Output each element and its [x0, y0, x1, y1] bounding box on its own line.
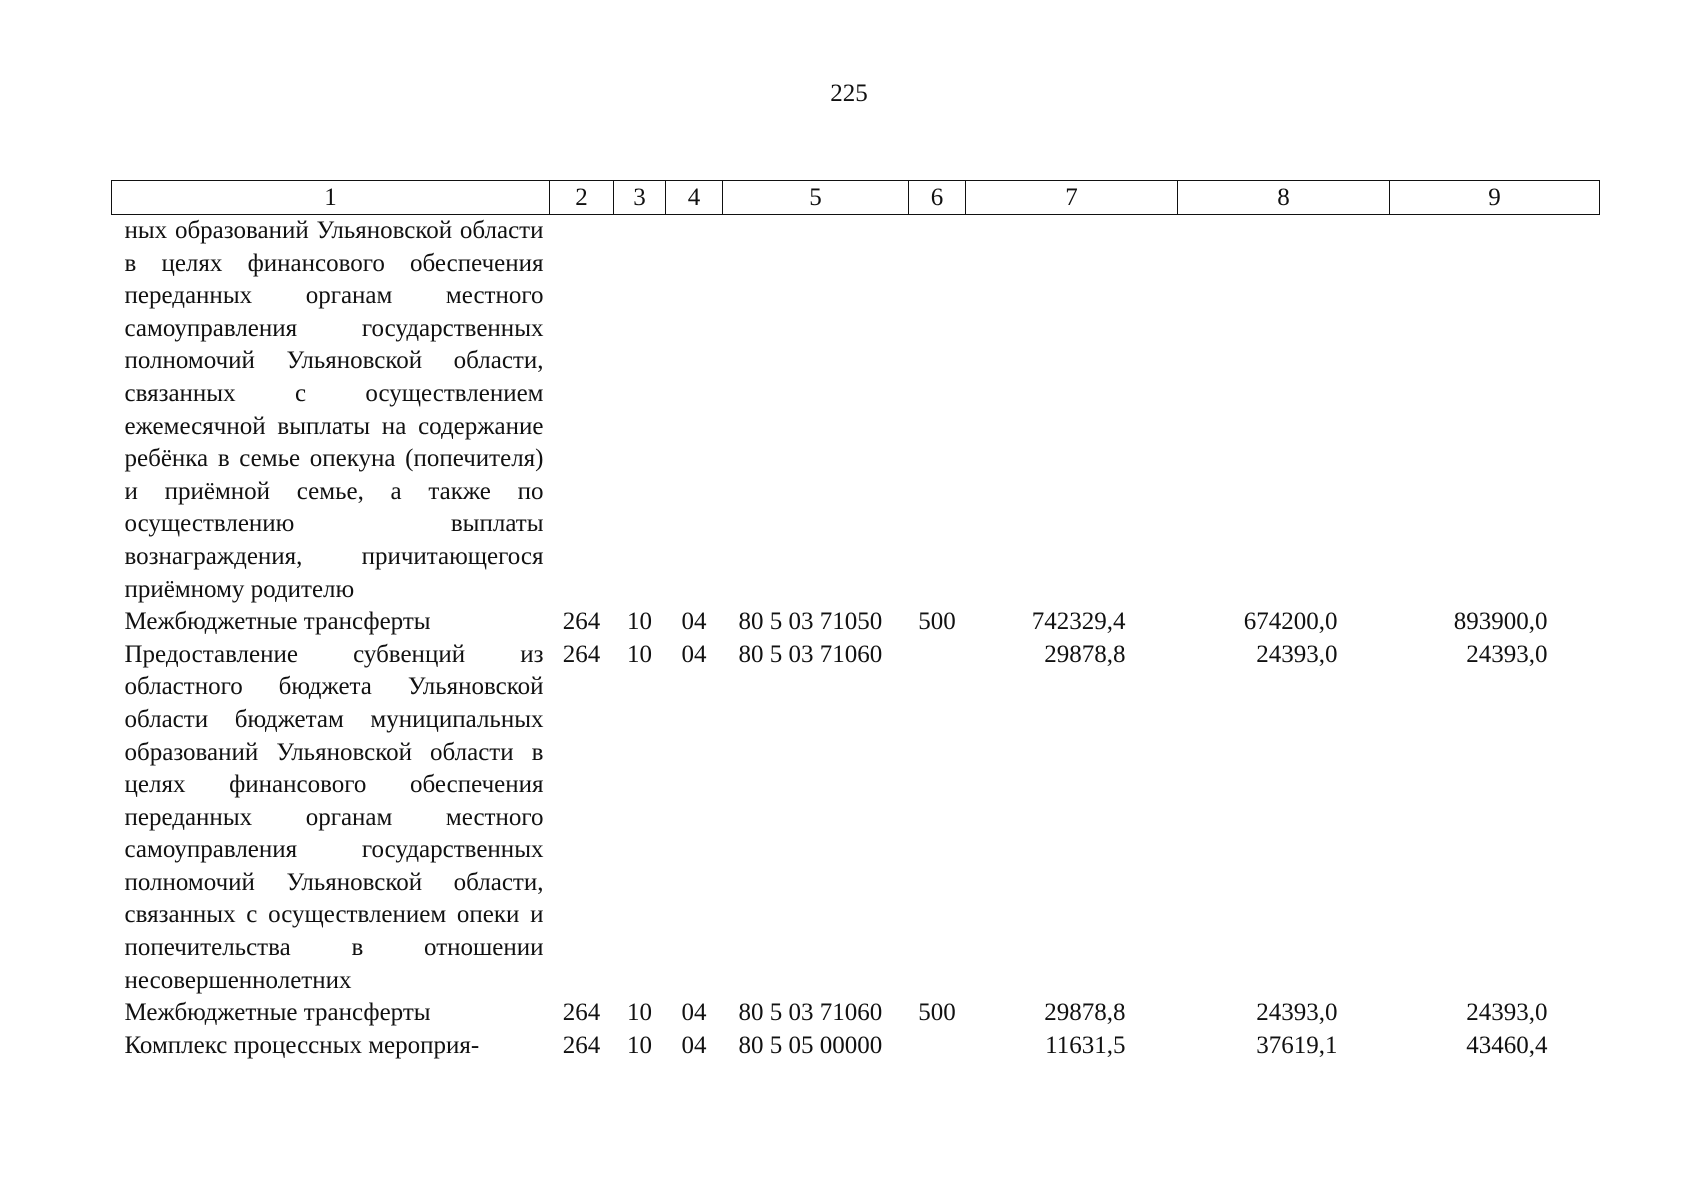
cell-col4: 04 — [681, 640, 707, 668]
table-row — [112, 997, 1600, 1030]
column-header-9: 9 — [1390, 181, 1600, 215]
column-header-4: 4 — [666, 181, 723, 215]
cell-col7: 11631,5 — [1045, 1031, 1126, 1059]
cell-col9: 24393,0 — [1466, 640, 1548, 668]
page-number: 225 — [830, 80, 868, 107]
cell-col2: 264 — [562, 640, 601, 668]
column-header-6: 6 — [909, 181, 966, 215]
cell-col6 — [909, 215, 966, 607]
cell-col6: 500 — [918, 999, 956, 1027]
cell-col9: 24393,0 — [1466, 999, 1548, 1027]
cell-col6: 500 — [918, 608, 956, 636]
cell-col5: 80 5 05 00000 — [738, 1031, 883, 1059]
cell-col7: 29878,8 — [1044, 999, 1126, 1027]
cell-col7 — [966, 215, 1178, 607]
cell-col4: 04 — [681, 1031, 707, 1059]
row-name: Межбюджетные трансферты — [124, 608, 431, 636]
cell-col9 — [1390, 215, 1600, 607]
column-header-2: 2 — [550, 181, 614, 215]
cell-col8: 674200,0 — [1243, 608, 1338, 636]
column-header-1: 1 — [112, 181, 550, 215]
cell-col6 — [909, 1030, 966, 1063]
column-header-3: 3 — [614, 181, 666, 215]
column-header-5: 5 — [723, 181, 909, 215]
row-name: Комплекс процессных мероприя- — [124, 1031, 480, 1059]
table-row — [112, 215, 1600, 607]
cell-col8: 37619,1 — [1256, 1031, 1338, 1059]
cell-col3: 10 — [627, 999, 652, 1027]
cell-col9: 43460,4 — [1466, 1031, 1548, 1059]
cell-col4 — [666, 215, 723, 607]
column-header-7: 7 — [966, 181, 1178, 215]
row-name: Межбюджетные трансферты — [124, 999, 431, 1027]
cell-col5 — [723, 215, 909, 607]
budget-table — [111, 180, 1600, 1062]
cell-col2 — [550, 215, 614, 607]
cell-col2: 264 — [562, 608, 601, 636]
cell-col5: 80 5 03 71050 — [738, 608, 883, 636]
table-row — [112, 1030, 1600, 1063]
cell-col2: 264 — [562, 1031, 601, 1059]
cell-col3: 10 — [627, 1031, 652, 1059]
cell-col4: 04 — [681, 999, 707, 1027]
cell-col3 — [614, 215, 666, 607]
row-name: ных образований Ульяновской области в целях финансового обеспечения переданных органам местного самоуправления государственных полномочий Ульяновской области, связанных с осуществлением ежемесячной выплаты на содержание ребёнка в семье опекуна (попечителя) и приёмной семье, а также по осуществлению выплаты вознаграждения, причитающегося приёмному родителю — [124, 217, 544, 603]
column-header-8: 8 — [1178, 181, 1390, 215]
table-row — [112, 606, 1600, 639]
cell-col3: 10 — [627, 608, 652, 636]
cell-col7: 742329,4 — [1031, 608, 1126, 636]
table-row — [112, 639, 1600, 998]
cell-col3: 10 — [627, 640, 652, 668]
cell-col8 — [1178, 215, 1390, 607]
cell-col2: 264 — [562, 999, 601, 1027]
cell-col6 — [909, 639, 966, 998]
row-name: Предоставление субвенций из областного бюджета Ульяновской области бюджетам муниципальных образований Ульяновской области в целях финансового обеспечения переданных органам местного самоуправления государственных полномочий Ульяновской области, связанных с осуществлением опеки и попечительства в отношении несовершеннолетних — [124, 640, 544, 994]
cell-col5: 80 5 03 71060 — [738, 999, 883, 1027]
cell-col7: 29878,8 — [1044, 640, 1126, 668]
cell-col8: 24393,0 — [1256, 640, 1338, 668]
cell-col5: 80 5 03 71060 — [738, 640, 883, 668]
table-header-row — [112, 181, 1600, 215]
cell-col9: 893900,0 — [1453, 608, 1548, 636]
cell-col8: 24393,0 — [1256, 999, 1338, 1027]
cell-col4: 04 — [681, 608, 707, 636]
